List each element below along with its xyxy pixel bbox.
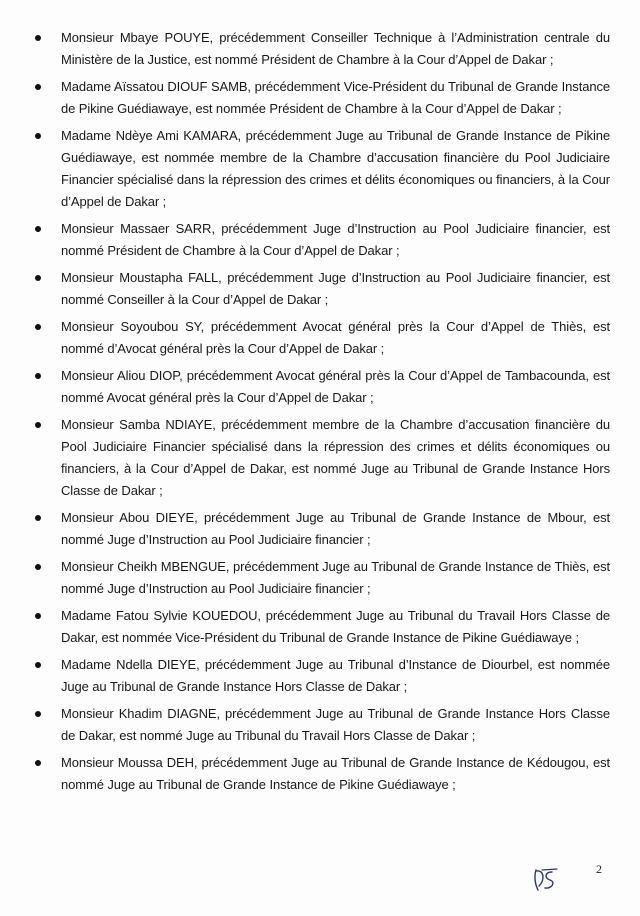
list-item-text: Monsieur Samba NDIAYE, précédemment membre de la Chambre d’accusation financière du Pool Judiciaire Financier spécialisé dans la répression des crimes et délits économiques ou financiers, à la Cour d’Appel de Dakar, est nommé Juge au Tribunal de Grande Instance Hors Classe de Dakar ; (61, 417, 610, 498)
list-item-text: Monsieur Abou DIEYE, précédemment Juge au Tribunal de Grande Instance de Mbour, est nommé Juge d’Instruction au Pool Judiciaire financier ; (61, 510, 610, 547)
bullet-icon (35, 35, 41, 41)
list-item-text: Monsieur Cheikh MBENGUE, précédemment Juge au Tribunal de Grande Instance de Thiès, est nommé Juge d’Instruction au Pool Judiciaire financier ; (61, 559, 610, 596)
list-item-text: Monsieur Soyoubou SY, précédemment Avocat général près la Cour d’Appel de Thiès, est nommé d’Avocat général près la Cour d’Appel de Dakar ; (61, 319, 610, 356)
list-item-text: Monsieur Khadim DIAGNE, précédemment Juge au Tribunal de Grande Instance Hors Classe de Dakar, est nommé Juge au Tribunal du Travail Hors Classe de Dakar ; (61, 706, 610, 743)
list-item (0, 414, 640, 502)
bullet-icon (35, 760, 41, 766)
bullet-icon (35, 275, 41, 281)
bullet-icon (35, 564, 41, 570)
bullet-icon (35, 226, 41, 232)
list-item (0, 218, 640, 262)
handwritten-initials (530, 864, 560, 894)
list-item-text: Madame Ndèye Ami KAMARA, précédemment Juge au Tribunal de Grande Instance de Pikine Guédiawaye, est nommée membre de la Chambre d’accusation financière du Pool Judiciaire Financier spécialisé dans la répression des crimes et délits économiques ou financiers, à la Cour d’Appel de Dakar ; (61, 128, 610, 209)
list-item (0, 654, 640, 698)
list-item-text: Monsieur Moussa DEH, précédemment Juge au Tribunal de Grande Instance de Kédougou, est nommé Juge au Tribunal de Grande Instance de Pikine Guédiawaye ; (61, 755, 610, 792)
appointment-list (0, 27, 640, 801)
page-number: 2 (596, 862, 602, 876)
bullet-icon (35, 373, 41, 379)
bullet-icon (35, 324, 41, 330)
list-item-text: Monsieur Aliou DIOP, précédemment Avocat général près la Cour d’Appel de Tambacounda, est nommé Avocat général près la Cour d’Appel de Dakar ; (61, 368, 610, 405)
list-item-text: Monsieur Moustapha FALL, précédemment Juge d’Instruction au Pool Judiciaire financier, est nommé Conseiller à la Cour d’Appel de Dakar ; (61, 270, 610, 307)
list-item (0, 556, 640, 600)
bullet-icon (35, 711, 41, 717)
bullet-icon (35, 422, 41, 428)
list-item-text: Madame Aïssatou DIOUF SAMB, précédemment Vice-Président du Tribunal de Grande Instance de Pikine Guédiawaye, est nommée Président de Chambre à la Cour d’Appel de Dakar ; (61, 79, 610, 116)
list-item-text: Monsieur Massaer SARR, précédemment Juge d’Instruction au Pool Judiciaire financier, est nommé Président de Chambre à la Cour d’Appel de Dakar ; (61, 221, 610, 258)
list-item-text: Madame Ndella DIEYE, précédemment Juge au Tribunal d’Instance de Diourbel, est nommée Juge au Tribunal de Grande Instance Hors Classe de Dakar ; (61, 657, 610, 694)
bullet-icon (35, 84, 41, 90)
bullet-icon (35, 133, 41, 139)
list-item (0, 316, 640, 360)
list-item (0, 125, 640, 213)
list-item-text: Madame Fatou Sylvie KOUEDOU, précédemment Juge au Tribunal du Travail Hors Classe de Dakar, est nommée Vice-Président du Tribunal de Grande Instance de Pikine Guédiawaye ; (61, 608, 610, 645)
list-item (0, 267, 640, 311)
list-item (0, 76, 640, 120)
bullet-icon (35, 662, 41, 668)
bullet-icon (35, 515, 41, 521)
list-item (0, 365, 640, 409)
list-item (0, 752, 640, 796)
list-item-text: Monsieur Mbaye POUYE, précédemment Conseiller Technique à l’Administration centrale du Ministère de la Justice, est nommé Président de Chambre à la Cour d’Appel de Dakar ; (61, 30, 610, 67)
list-item (0, 507, 640, 551)
list-item (0, 703, 640, 747)
list-item (0, 605, 640, 649)
bullet-icon (35, 613, 41, 619)
list-item (0, 27, 640, 71)
